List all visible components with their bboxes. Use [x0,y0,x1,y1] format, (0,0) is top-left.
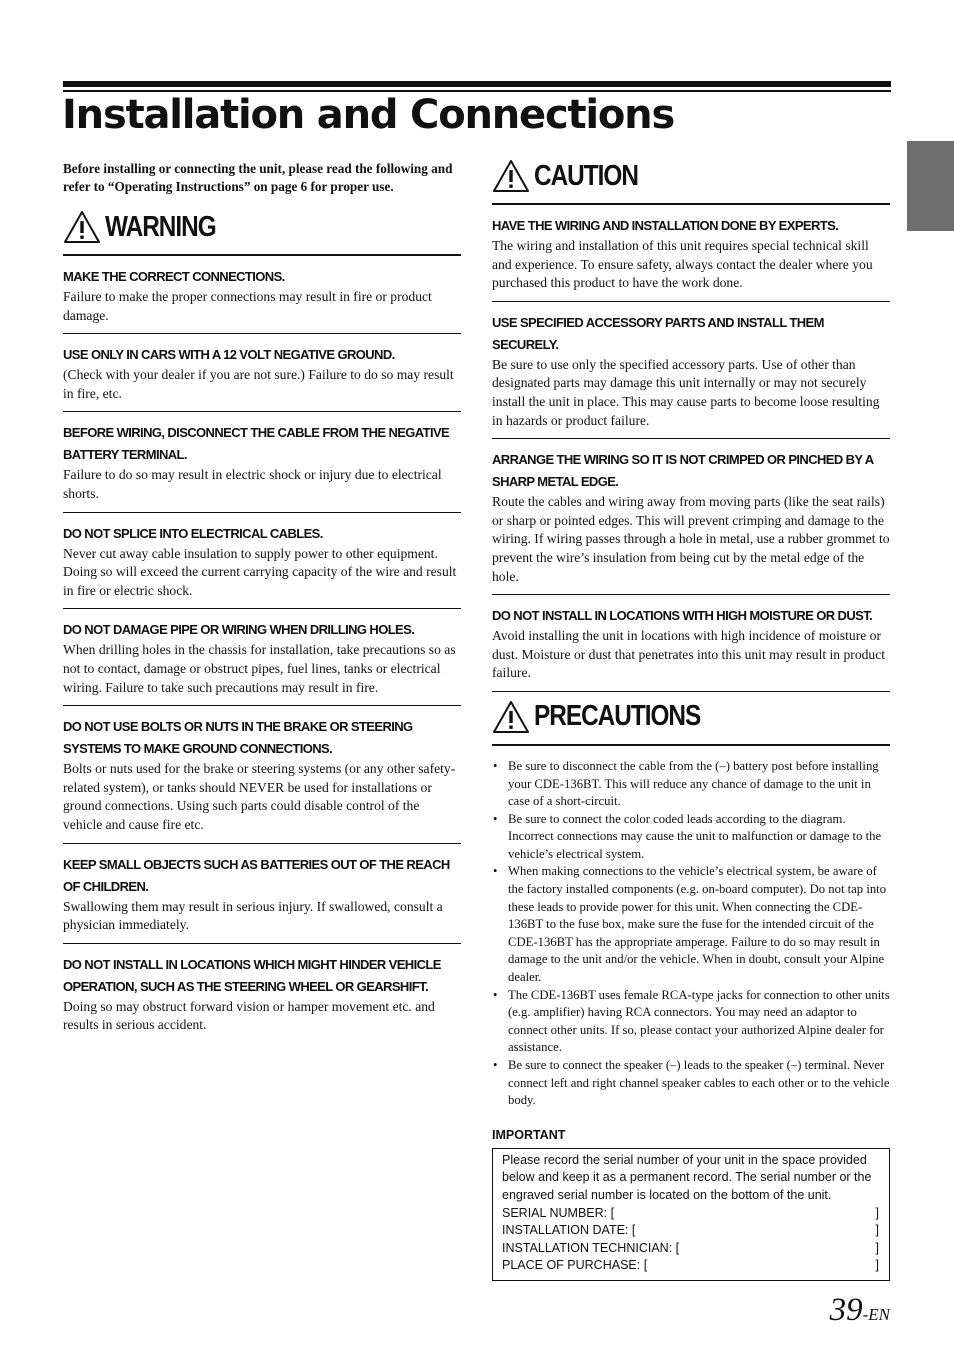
warning-list [63,256,461,1043]
warning-title: WARNING [105,210,216,243]
list-item [63,513,461,610]
record-row [502,1222,879,1240]
warning-triangle-icon [63,210,101,244]
left-column [63,160,461,1043]
list-item: • Be sure to disconnect the cable from the (–) battery post before installing your CDE-136BT. This will reduce any chance of damage to the unit in case of a short-circuit. [508,758,890,811]
list-item: • Be sure to connect the color coded leads according to the diagram. Incorrect connections may cause the unit to malfunction or damage to the vehicle’s electrical system. [508,811,890,864]
record-label: INSTALLATION TECHNICIAN: [ [502,1240,680,1255]
item-heading: KEEP SMALL OBJECTS SUCH AS BATTERIES OUT OF THE REACH OF CHILDREN. [63,856,450,894]
item-body: Failure to do so may result in electric shock or injury due to electrical shorts. [63,467,442,501]
item-heading: USE SPECIFIED ACCESSORY PARTS AND INSTALL THEM SECURELY. [492,314,824,352]
list-item: • The CDE-136BT uses female RCA-type jacks for connection to other units (e.g. amplifier) having RCA connectors. You may need an adaptor to connect other units. If so, please contact your authorized Alpine dealer for assistance. [508,987,890,1057]
list-item [63,706,461,843]
section-tab-marker [907,141,954,231]
important-text: Please record the serial number of your unit in the space provided below and keep it as a permanent record. The serial number or the engraved serial number is located on the bottom of the unit. [502,1152,872,1202]
item-body: Avoid installing the unit in locations with high incidence of moisture or dust. Moisture or dust that penetrates into this unit may result in product failure. [492,628,886,681]
page-title: Installation and Connections [62,92,675,138]
record-close-bracket: ] [875,1205,879,1220]
precautions-heading [492,694,890,746]
page-number [830,1290,890,1335]
right-column [492,153,890,1281]
item-body: Doing so may obstruct forward vision or hamper movement etc. and results in serious accident. [63,998,435,1033]
list-item [63,334,461,412]
list-item [492,302,890,439]
item-heading: HAVE THE WIRING AND INSTALLATION DONE BY EXPERTS. [492,218,839,233]
item-body: Swallowing them may result in serious injury. If swallowed, consult a physician immediately. [63,898,443,933]
item-body: Be sure to use only the specified accessory parts. Use of other than designated parts may damage this unit internally or may not securely install the unit in place. This may cause parts to become loose resulting in hazards or product failure. [492,356,880,428]
item-heading: USE ONLY IN CARS WITH A 12 VOLT NEGATIVE GROUND. [63,347,395,363]
item-heading: BEFORE WIRING, DISCONNECT THE CABLE FROM THE NEGATIVE BATTERY TERMINAL. [63,425,450,463]
item-body: Bolts or nuts used for the brake or steering systems (or any other safety-related system), or tanks should NEVER be used for installations or ground connections. Using such parts could disable control of the vehicle and cause fire etc. [63,761,456,832]
item-heading: DO NOT INSTALL IN LOCATIONS WHICH MIGHT HINDER VEHICLE OPERATION, SUCH AS THE STEERING WHEEL OR GEARSHIFT. [63,956,441,994]
list-item [63,944,461,1043]
warning-heading [63,204,461,256]
record-close-bracket: ] [875,1223,879,1238]
item-body: (Check with your dealer if you are not sure.) Failure to do so may result in fire, etc. [63,367,454,401]
list-item [492,439,890,595]
list-item [63,256,461,334]
top-rule-thick [63,81,891,87]
list-item [492,205,890,302]
record-row [502,1205,879,1223]
list-item [63,609,461,706]
record-label: SERIAL NUMBER: [ [502,1205,615,1220]
item-body: Failure to make the proper connections may result in fire or product damage. [63,289,432,323]
record-close-bracket: ] [875,1258,879,1273]
item-heading: DO NOT USE BOLTS OR NUTS IN THE BRAKE OR STEERING SYSTEMS TO MAKE GROUND CONNECTIONS. [63,719,413,757]
item-body: Route the cables and wiring away from moving parts (like the seat rails) or sharp or pointed edges. This will prevent crimping and damage to the wiring. If wiring passes through a hole in metal, use a rubber grommet to prevent the wire’s insulation from being cut by the metal edge of the hole. [492,494,890,584]
item-heading: ARRANGE THE WIRING SO IT IS NOT CRIMPED OR PINCHED BY A SHARP METAL EDGE. [492,452,874,490]
list-item: • Be sure to connect the speaker (–) leads to the speaker (–) terminal. Never connect left and right channel speaker cables to each other or to the vehicle body. [508,1057,890,1110]
item-heading: DO NOT DAMAGE PIPE OR WIRING WHEN DRILLING HOLES. [63,622,415,638]
important-label: IMPORTANT [492,1127,566,1142]
list-item: • When making connections to the vehicle’s electrical system, be aware of the factory installed components (e.g. on-board computer). Do not tap into these leads to provide power for this unit. When connecting the CDE-136BT to the fuse box, make sure the fuse for the intended circuit of the CDE-136BT has the appropriate amperage. Failure to do so may result in damage to the unit and/or the vehicle. When in doubt, consult your Alpine dealer. [508,863,890,986]
item-heading: DO NOT SPLICE INTO ELECTRICAL CABLES. [63,525,323,541]
record-row [502,1257,879,1275]
record-label: PLACE OF PURCHASE: [ [502,1258,648,1273]
caution-list [492,205,890,692]
record-label: INSTALLATION DATE: [ [502,1223,636,1238]
record-fields [502,1205,879,1275]
precautions-triangle-icon [492,700,530,734]
list-item [492,595,890,692]
caution-title: CAUTION [534,159,638,192]
list-item [63,844,461,944]
item-heading: DO NOT INSTALL IN LOCATIONS WITH HIGH MOISTURE OR DUST. [492,608,873,624]
intro-text: Before installing or connecting the unit, please read the following and refer to “Operating Instructions” on page 6 for proper use. [63,161,453,194]
item-body: When drilling holes in the chassis for installation, take precautions so as not to contact, damage or obstruct pipes, fuel lines, tanks or electrical wiring. Failure to take such precautions may result in fire. [63,642,456,695]
precautions-list [492,758,890,1110]
item-body: Never cut away cable insulation to supply power to other equipment. Doing so will exceed the current carrying capacity of the wire and result in fire or electric shock. [63,545,457,598]
page-number-value: 39 [829,1292,863,1328]
caution-heading [492,153,890,205]
caution-triangle-icon [492,159,530,193]
item-body: The wiring and installation of this unit requires special technical skill and experience. To ensure safety, always contact the dealer where you purchased this product to have the work done. [492,238,873,291]
record-row [502,1240,879,1258]
page-number-suffix: -EN [862,1305,890,1324]
serial-record-box [492,1148,890,1281]
record-close-bracket: ] [875,1240,879,1255]
list-item [63,412,461,512]
item-heading: MAKE THE CORRECT CONNECTIONS. [63,269,285,284]
precautions-title: PRECAUTIONS [534,700,701,733]
